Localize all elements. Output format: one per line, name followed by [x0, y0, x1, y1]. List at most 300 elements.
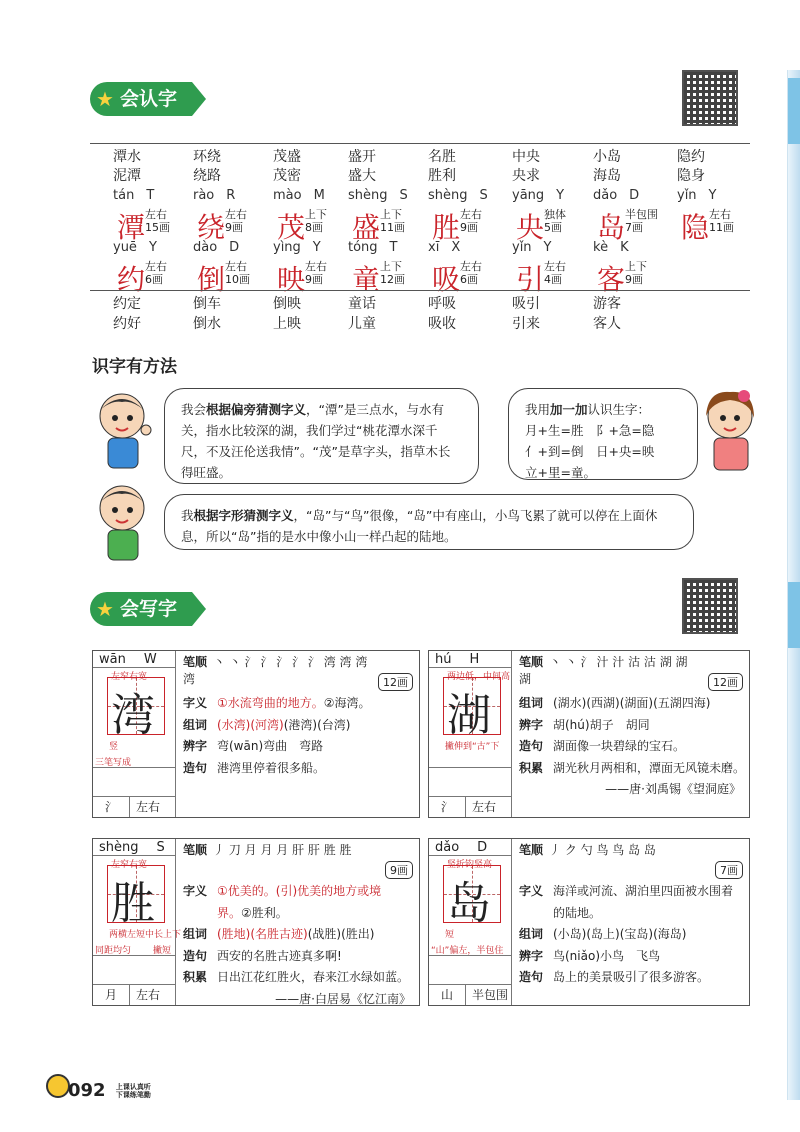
char-structure — [625, 208, 658, 234]
card-line — [519, 758, 745, 780]
edge-tab — [788, 582, 800, 648]
structure-type: 上下 — [380, 208, 402, 221]
char-structure — [305, 208, 327, 234]
structure-type: 左右 — [709, 208, 731, 221]
line-highlight: 界。 — [217, 905, 242, 920]
structure-type: 左右 — [544, 260, 566, 273]
structure-type: 左右 — [145, 208, 167, 221]
line-text: (港湾)(台湾) — [283, 717, 351, 732]
section-header-recognize — [90, 82, 192, 116]
pinyin — [428, 240, 460, 255]
initial-letter: M — [313, 188, 325, 203]
bubble-bold: 根据偏旁猜测字义 — [206, 402, 307, 417]
structure-type: 左右 — [305, 260, 327, 273]
initial-letter: Y — [556, 188, 565, 203]
bubble-line: 亻+到=倒 日+央=映 — [525, 444, 655, 459]
pinyin-text: xī — [428, 240, 440, 255]
word: 隐约 — [677, 149, 705, 165]
line-text: ②胜利。 — [241, 905, 288, 920]
stroke-label: 笔顺 — [519, 843, 544, 857]
initial-letter: S — [479, 188, 488, 203]
character: 潭 — [117, 211, 146, 244]
word: 倒车 — [193, 296, 221, 312]
word: 胜利 — [428, 168, 456, 184]
card-line — [519, 903, 745, 925]
initial-letter: Y — [312, 240, 321, 255]
structure-type: 上下 — [305, 208, 327, 221]
bubble-text: 我 — [181, 508, 194, 523]
column-divider — [511, 839, 512, 1005]
card-line — [183, 715, 415, 737]
char-structure — [625, 260, 647, 286]
character: 茂 — [277, 211, 306, 244]
speech-bubble-3 — [164, 494, 694, 550]
initial-letter: T — [146, 188, 155, 203]
line-key: 积累 — [519, 760, 544, 775]
character: 隐 — [681, 211, 710, 244]
initial-letter: Y — [543, 240, 552, 255]
practice-grid — [93, 767, 175, 798]
pinyin — [593, 188, 639, 203]
initial-letter: D — [477, 840, 488, 855]
section-title: 会写字 — [120, 598, 178, 620]
pinyin — [348, 188, 408, 203]
stroke-order — [519, 841, 699, 858]
pinyin — [273, 188, 325, 203]
structure-type: 左右 — [225, 208, 247, 221]
line-text: 湖面像一块碧绿的宝石。 — [553, 739, 686, 753]
word: 环绕 — [193, 149, 221, 165]
char-structure — [380, 208, 405, 234]
structure-type: 左右 — [460, 260, 482, 273]
word: 央求 — [512, 168, 540, 184]
card-pinyin — [93, 839, 175, 856]
model-character: 湖 — [447, 690, 491, 741]
character: 客 — [597, 263, 626, 296]
writing-card-wān — [92, 650, 420, 818]
writing-tip: “山”偏左，半包住 — [431, 946, 504, 956]
citation: ——唐·白居易《忆江南》 — [275, 991, 411, 1006]
bubble-text: 认识生字： — [587, 402, 651, 417]
word: 童话 — [348, 296, 376, 312]
pinyin — [113, 240, 157, 255]
radical-bar — [429, 796, 511, 817]
word: 小岛 — [593, 149, 621, 165]
writing-tip: 竖 — [109, 742, 119, 752]
pinyin-text: tóng — [348, 240, 378, 255]
initial-letter: H — [469, 652, 480, 667]
pinyin-text: shèng — [99, 840, 139, 855]
word: 海岛 — [593, 168, 621, 184]
structure-type: 左右 — [136, 988, 161, 1002]
structure-type: 独体 — [544, 208, 566, 221]
stroke-count: 4画 — [544, 273, 562, 286]
char-structure — [460, 260, 482, 286]
pinyin-text: yǐn — [677, 188, 697, 203]
char-structure — [460, 208, 482, 234]
writing-tip: 三笔写成 — [95, 758, 132, 768]
word: 中央 — [512, 149, 540, 165]
pinyin-text: rào — [193, 188, 215, 203]
line-key: 字义 — [183, 884, 208, 898]
bubble-bold: 加一加 — [550, 402, 588, 417]
character: 映 — [277, 263, 306, 296]
word: 泥潭 — [113, 168, 141, 184]
line-key: 组词 — [183, 717, 208, 732]
bubble-line: 月+生=胜 阝+急=隐 — [525, 423, 655, 438]
bubble-bold: 根据字形猜测字义 — [193, 508, 294, 523]
pinyin — [113, 188, 154, 203]
structure-type: 上下 — [380, 260, 402, 273]
line-text: 鸟(niǎo)小鸟 飞鸟 — [553, 948, 660, 963]
pinyin-text: dào — [193, 240, 218, 255]
stroke-count: 9画 — [305, 273, 323, 286]
char-structure — [544, 208, 566, 234]
card-body — [519, 881, 745, 989]
writing-tip: 撇短 — [153, 946, 172, 956]
word: 引来 — [512, 316, 540, 332]
word: 客人 — [593, 316, 621, 332]
line-key: 字义 — [183, 696, 208, 710]
card-line — [519, 924, 745, 946]
radical-bar — [93, 796, 175, 817]
writing-tip: 同距均匀 — [95, 946, 132, 956]
word: 绕路 — [193, 168, 221, 184]
model-character: 岛 — [447, 878, 491, 929]
writing-card-shèng — [92, 838, 420, 1006]
column-divider — [511, 651, 512, 817]
word: 游客 — [593, 296, 621, 312]
writing-tip: 短 — [445, 930, 455, 940]
card-line — [519, 715, 745, 737]
stroke-label: 笔顺 — [519, 655, 544, 669]
stroke-count: 15画 — [145, 221, 170, 234]
card-body — [183, 693, 415, 779]
initial-letter: D — [629, 188, 640, 203]
card-line — [183, 967, 415, 989]
word: 倒映 — [273, 296, 301, 312]
column-divider — [175, 651, 176, 817]
word: 名胜 — [428, 149, 456, 165]
word: 隐身 — [677, 168, 705, 184]
card-line — [519, 736, 745, 758]
radical: 氵 — [429, 797, 466, 817]
pinyin-text: shèng — [428, 188, 468, 203]
char-structure — [305, 260, 327, 286]
stroke-sequence: 丿 刀 月 月 月 肝 肝 胜 胜 — [213, 843, 352, 857]
writing-tip: 两横左短中长上下 — [109, 930, 182, 940]
line-key: 字义 — [519, 884, 544, 898]
initial-letter: S — [156, 840, 165, 855]
stroke-order — [183, 841, 369, 858]
line-key: 造句 — [183, 948, 208, 963]
char-structure — [145, 208, 170, 234]
word: 盛开 — [348, 149, 376, 165]
stroke-count: 11画 — [709, 221, 734, 234]
character: 约 — [117, 263, 146, 296]
radical: 氵 — [93, 797, 130, 817]
card-line — [519, 946, 745, 968]
word: 约好 — [113, 316, 141, 332]
line-text: 湖光秋月两相和，潭面无风镜未磨。 — [553, 760, 746, 775]
initial-letter: X — [451, 240, 461, 255]
stroke-count: 6画 — [460, 273, 478, 286]
pinyin-text: tán — [113, 188, 135, 203]
writing-tip: 左窄右宽 — [111, 860, 148, 870]
structure-type: 左右 — [225, 260, 247, 273]
character: 引 — [516, 263, 545, 296]
word: 倒水 — [193, 316, 221, 332]
line-key: 造句 — [183, 760, 208, 775]
writing-card-hú — [428, 650, 750, 818]
word: 吸收 — [428, 316, 456, 332]
stroke-count: 5画 — [544, 221, 562, 234]
character: 吸 — [432, 263, 461, 296]
line-text: 岛上的美景吸引了很多游客。 — [553, 970, 710, 984]
pinyin-text: dǎo — [435, 840, 460, 855]
section-title: 会认字 — [120, 88, 178, 110]
line-text: 日出江花红胜火，春来江水绿如蓝。 — [217, 970, 410, 984]
stroke-count: 12画 — [378, 673, 413, 691]
initial-letter: D — [229, 240, 240, 255]
line-text: 西安的名胜古迹真多啊! — [217, 948, 342, 963]
structure-type: 左右 — [136, 800, 161, 814]
stroke-count: 9画 — [225, 221, 243, 234]
star-icon: ★ — [96, 87, 114, 111]
pinyin — [193, 188, 235, 203]
line-highlight: ①优美的。(引)优美的地方或境 — [217, 884, 382, 898]
line-text: (战胜)(胜出) — [307, 927, 375, 941]
card-line — [183, 693, 415, 715]
divider — [90, 143, 750, 144]
pinyin-text: yāng — [512, 188, 545, 203]
char-structure — [544, 260, 566, 286]
word: 呼吸 — [428, 296, 456, 312]
model-character: 胜 — [111, 878, 155, 929]
stroke-count: 6画 — [145, 273, 163, 286]
qr-code-icon[interactable] — [682, 70, 738, 126]
card-pinyin — [429, 839, 511, 856]
card-line — [183, 736, 415, 758]
pinyin-text: yìng — [273, 240, 301, 255]
writing-tip: 竖折钩竖高 — [447, 860, 493, 870]
stroke-sequence: 丶 丶 氵 汁 汁 沽 沽 湖 湖 湖 — [519, 655, 688, 686]
divider — [90, 290, 750, 291]
line-key: 组词 — [519, 927, 544, 941]
stroke-label: 笔顺 — [183, 655, 208, 669]
bubble-text: 我用 — [525, 402, 551, 417]
section-header-write — [90, 592, 192, 626]
stroke-count: 9画 — [460, 221, 478, 234]
structure-type: 左右 — [145, 260, 167, 273]
structure-type: 上下 — [625, 260, 647, 273]
stroke-count: 9画 — [385, 861, 413, 879]
pinyin-text: hú — [435, 652, 452, 667]
char-structure — [709, 208, 734, 234]
initial-letter: S — [399, 188, 408, 203]
pinyin — [348, 240, 398, 255]
line-text: 弯(wān)弯曲 弯路 — [217, 739, 324, 753]
character: 盛 — [352, 211, 381, 244]
initial-letter: Y — [708, 188, 717, 203]
line-text: 港湾里停着很多船。 — [217, 760, 326, 775]
line-text: (湖水)(西湖)(湖面)(五湖四海) — [553, 696, 711, 710]
stroke-sequence: 丶 丶 氵 氵 氵 氵 氵 湾 湾 湾 湾 — [183, 655, 368, 686]
line-key: 造句 — [519, 739, 544, 753]
card-line — [183, 903, 415, 925]
pinyin-text: kè — [593, 240, 609, 255]
word: 茂密 — [273, 168, 301, 184]
card-line — [519, 881, 745, 903]
structure-type: 左右 — [460, 208, 482, 221]
bubble-text: ，“岛”与“鸟”很像，“岛”中有座山，小鸟飞累了就可以停在上面休息，所以“岛”指的是水中像小山一样凸起的陆地。 — [181, 508, 658, 544]
footer-motto: 下课练笔勤 — [115, 1091, 151, 1099]
practice-grid — [429, 767, 511, 798]
pinyin — [677, 188, 717, 203]
bubble-text: ，“潭”是三点水，与水有关，指水比较深的湖，我们学过“桃花潭水深千尺，不及汪伦送我情”。“茂”是草字头，指草木长得旺盛。 — [181, 402, 451, 480]
line-key: 造句 — [519, 970, 544, 984]
speech-bubble-2 — [508, 388, 698, 480]
stroke-count: 12画 — [380, 273, 405, 286]
word: 茂盛 — [273, 149, 301, 165]
line-text: ②海湾。 — [323, 696, 371, 710]
bee-icon — [46, 1074, 70, 1098]
line-text: 的陆地。 — [553, 905, 602, 920]
stroke-count: 8画 — [305, 221, 323, 234]
radical: 月 — [93, 985, 130, 1005]
structure-type: 左右 — [472, 800, 497, 814]
stroke-count: 7画 — [715, 861, 743, 879]
line-key: 组词 — [183, 927, 208, 941]
method-title: 识字有方法 — [92, 357, 177, 377]
bubble-line: 立+里=童。 — [525, 465, 596, 480]
radical: 山 — [429, 985, 466, 1005]
card-body — [519, 693, 745, 801]
structure-type: 半包围 — [625, 208, 658, 221]
writing-card-dǎo — [428, 838, 750, 1006]
stroke-label: 笔顺 — [183, 843, 208, 857]
pinyin-text: yuē — [113, 240, 137, 255]
char-structure — [145, 260, 167, 286]
initial-letter: R — [226, 188, 236, 203]
pinyin — [512, 240, 552, 255]
char-structure — [225, 260, 250, 286]
stroke-count: 11画 — [380, 221, 405, 234]
card-pinyin — [93, 651, 175, 668]
citation: ——唐·刘禹锡《望洞庭》 — [605, 782, 741, 796]
initial-letter: K — [620, 240, 629, 255]
stroke-count: 10画 — [225, 273, 250, 286]
line-highlight: (胜地)(名胜古迹) — [217, 927, 308, 941]
stroke-order — [183, 653, 369, 687]
initial-letter: W — [143, 652, 157, 667]
pinyin-text: yǐn — [512, 240, 532, 255]
pinyin — [428, 188, 488, 203]
practice-grid — [429, 955, 511, 986]
practice-grid — [93, 955, 175, 986]
footer-motto: 上课认真听 — [115, 1083, 151, 1091]
stroke-sequence: 丿 ク 勺 鸟 鸟 岛 岛 — [549, 843, 656, 857]
word: 约定 — [113, 296, 141, 312]
speech-bubble-1 — [164, 388, 479, 484]
stroke-count: 12画 — [708, 673, 743, 691]
word: 吸引 — [512, 296, 540, 312]
writing-tip: 撇伸到“古”下 — [445, 742, 500, 752]
initial-letter: Y — [148, 240, 157, 255]
radical-bar — [93, 984, 175, 1005]
column-divider — [175, 839, 176, 1005]
card-pinyin — [429, 651, 511, 668]
word: 儿童 — [348, 316, 376, 332]
pinyin-text: dǎo — [593, 188, 618, 203]
pinyin — [512, 188, 564, 203]
boy-avatar — [92, 388, 156, 474]
pinyin — [193, 240, 239, 255]
pinyin-text: mào — [273, 188, 302, 203]
character: 绕 — [197, 211, 226, 244]
line-key: 组词 — [519, 696, 544, 710]
line-highlight: ①水流弯曲的地方。 — [217, 696, 324, 710]
card-line — [519, 967, 745, 989]
char-structure — [225, 208, 247, 234]
model-character: 湾 — [111, 690, 155, 741]
line-key: 辨字 — [183, 739, 208, 753]
star-icon: ★ — [96, 597, 114, 621]
line-highlight: (水湾)(河湾) — [217, 717, 284, 732]
stroke-order — [519, 653, 699, 687]
page-footer — [68, 1080, 151, 1101]
page-number: 092 — [68, 1080, 106, 1101]
pinyin-text: wān — [99, 652, 126, 667]
bubble-text: 我会 — [181, 402, 207, 417]
character: 央 — [516, 211, 545, 244]
card-line — [519, 693, 745, 715]
line-key: 辨字 — [519, 717, 544, 732]
card-body — [183, 881, 415, 1010]
edge-tab — [788, 78, 800, 144]
character: 胜 — [432, 211, 461, 244]
line-key: 辨字 — [519, 948, 544, 963]
word: 潭水 — [113, 149, 141, 165]
card-line — [183, 924, 415, 946]
word: 上映 — [273, 316, 301, 332]
structure-type: 半包围 — [472, 988, 509, 1002]
card-line — [183, 881, 415, 903]
pinyin — [593, 240, 629, 255]
writing-tip: 左窄右宽 — [111, 672, 148, 682]
word: 盛大 — [348, 168, 376, 184]
girl-avatar — [700, 386, 764, 476]
char-structure — [380, 260, 405, 286]
line-text: 胡(hú)胡子 胡同 — [553, 717, 650, 732]
line-text: 海洋或河流、湖泊里四面被水围着 — [553, 884, 734, 898]
pinyin-text: shèng — [348, 188, 388, 203]
qr-code-icon[interactable] — [682, 578, 738, 634]
stroke-count: 7画 — [625, 221, 643, 234]
initial-letter: T — [389, 240, 398, 255]
card-line — [183, 946, 415, 968]
writing-tip: 两边低，中间高 — [447, 672, 511, 682]
line-text: (小岛)(岛上)(宝岛)(海岛) — [553, 927, 687, 941]
character: 童 — [352, 263, 381, 296]
stroke-count: 9画 — [625, 273, 643, 286]
radical-bar — [429, 984, 511, 1005]
pinyin — [273, 240, 321, 255]
line-key: 积累 — [183, 970, 208, 984]
character: 倒 — [197, 263, 226, 296]
boy-avatar-2 — [92, 480, 156, 566]
character: 岛 — [597, 211, 626, 244]
